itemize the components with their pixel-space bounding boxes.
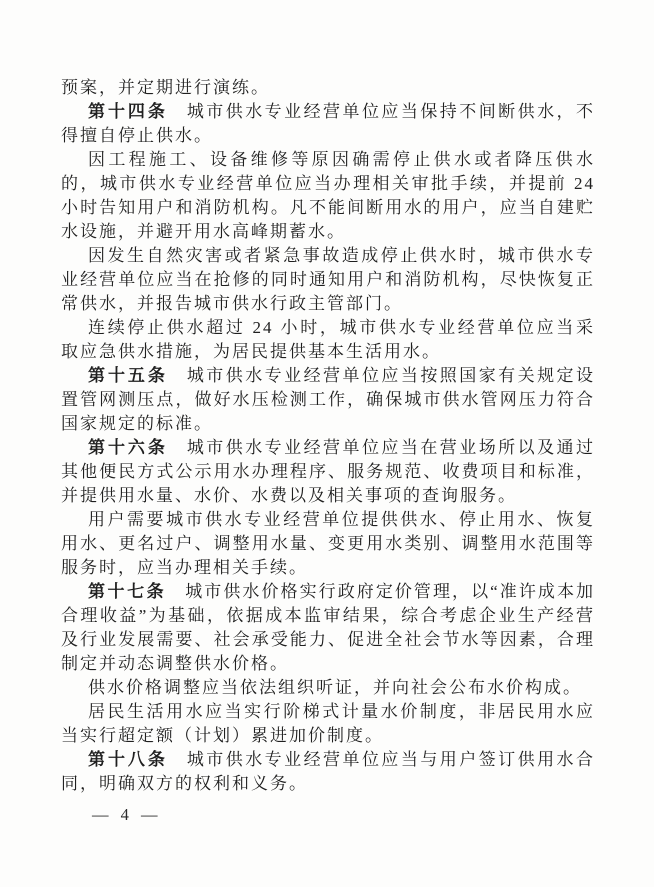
paragraph-text: 居民生活用水应当实行阶梯式计量水价制度，非居民用水应当实行超定额（计划）累进加价制度。 xyxy=(61,702,595,745)
article-number: 第十八条 xyxy=(88,750,168,769)
article-number: 第十七条 xyxy=(88,582,167,601)
paragraph-text: 用户需要城市供水专业经营单位提供供水、停止用水、恢复用水、更名过户、调整用水量、变更用水类别、调整用水范围等服务时，应当办理相关手续。 xyxy=(61,510,595,577)
paragraph-text: 预案，并定期进行演练。 xyxy=(61,78,270,97)
paragraph-text: 城市供水专业经营单位应当与用户签订供用水合同，明确双方的权利和义务。 xyxy=(61,750,596,793)
page-number: — 4 — xyxy=(92,805,162,824)
paragraph-text: 城市供水专业经营单位应当保持不间断供水，不得擅自停止供水。 xyxy=(61,102,596,145)
paragraph-body xyxy=(61,244,595,316)
paragraph-article-16 xyxy=(61,436,595,508)
paragraph-body xyxy=(61,676,595,700)
paragraph-article-17 xyxy=(61,580,595,676)
paragraph-article-15 xyxy=(61,364,595,436)
paragraph-continuation xyxy=(61,76,595,100)
paragraph-body xyxy=(61,316,595,364)
paragraph-body xyxy=(61,700,595,748)
paragraph-text: 因工程施工、设备维修等原因确需停止供水或者降压供水的，城市供水专业经营单位应当办理相关审批手续，并提前 24 小时告知用户和消防机构。凡不能间断用水的用户，应当自建贮水设施，并避开用水高峰期蓄水。 xyxy=(61,150,595,241)
paragraph-text: 城市供水专业经营单位应当在营业场所以及通过其他便民方式公示用水办理程序、服务规范、收费项目和标准，并提供用水量、水价、水费以及相关事项的查询服务。 xyxy=(61,438,596,505)
paragraph-text: 因发生自然灾害或者紧急事故造成停止供水时，城市供水专业经营单位应当在抢修的同时通知用户和消防机构，尽快恢复正常供水，并报告城市供水行政主管部门。 xyxy=(61,246,595,313)
article-number: 第十五条 xyxy=(88,366,168,385)
document-body xyxy=(61,76,595,825)
paragraph-text: 供水价格调整应当依法组织听证，并向社会公布水价构成。 xyxy=(88,678,582,697)
article-number: 第十六条 xyxy=(88,438,168,457)
paragraph-body xyxy=(61,148,595,244)
paragraph-text: 连续停止供水超过 24 小时，城市供水专业经营单位应当采取应急供水措施，为居民提供基本生活用水。 xyxy=(61,318,595,361)
paragraph-text: 城市供水专业经营单位应当按照国家有关规定设置管网测压点，做好水压检测工作，确保城市供水管网压力符合国家规定的标准。 xyxy=(61,366,596,433)
paragraph-text: 城市供水价格实行政府定价管理，以“准许成本加合理收益”为基础，依据成本监审结果，综合考虑企业生产经营及行业发展需要、社会承受能力、促进全社会节水等因素，合理制定并动态调整供水价格。 xyxy=(61,582,595,673)
paragraph-body xyxy=(61,508,595,580)
paragraph-article-18 xyxy=(61,748,595,796)
article-number: 第十四条 xyxy=(88,102,168,121)
paragraph-article-14 xyxy=(61,100,595,148)
